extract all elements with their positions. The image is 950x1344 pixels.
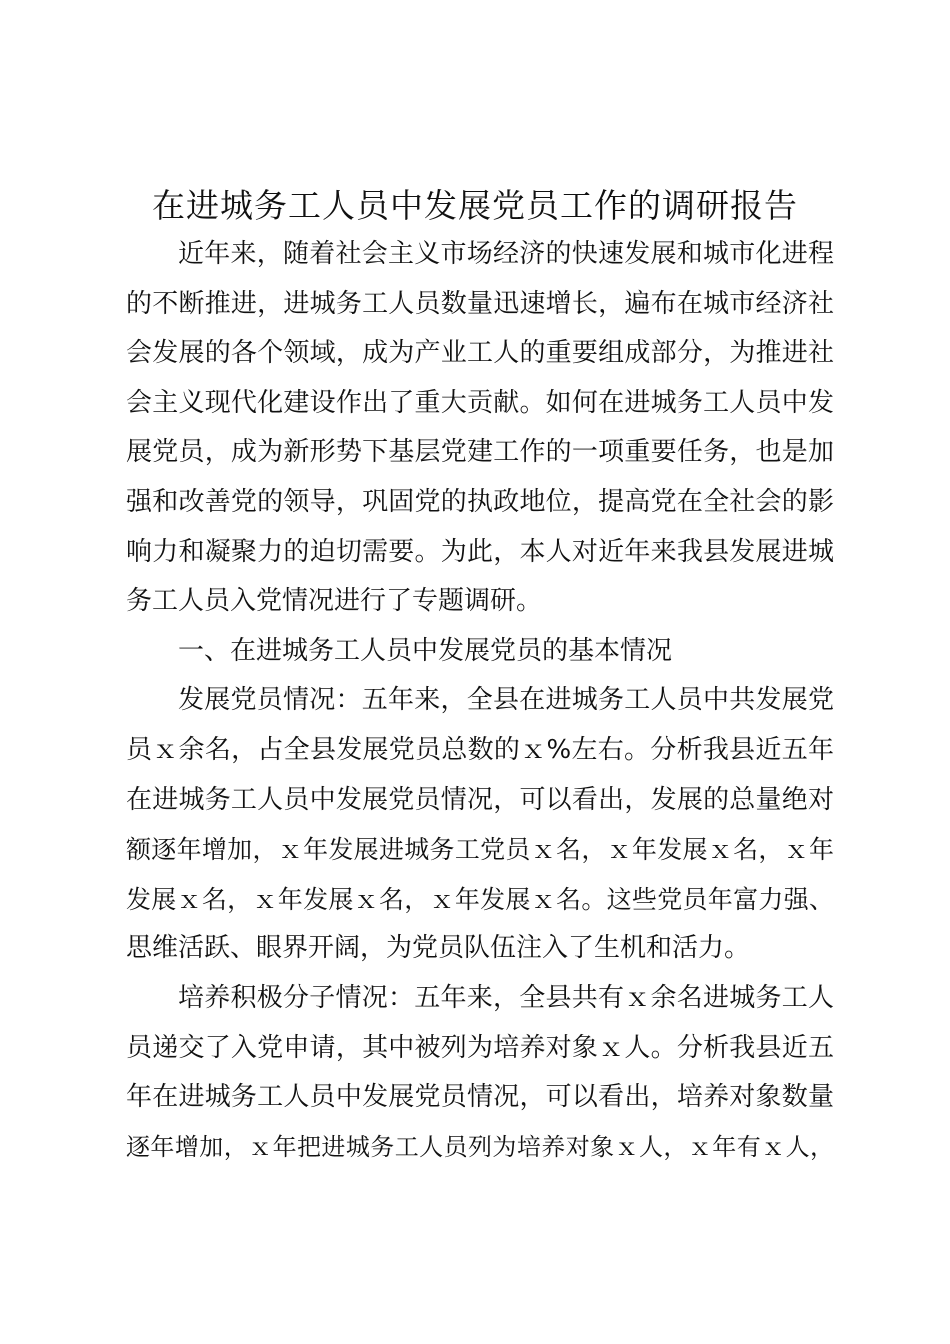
body-text-line: 展党员，成为新形势下基层党建工作的一项重要任务，也是加 <box>126 437 834 468</box>
body-text-line: 发展党员情况：五年来，全县在进城务工人员中共发展党 <box>178 685 834 716</box>
document-title: 在进城务工人员中发展党员工作的调研报告 <box>152 186 798 225</box>
body-text-line: 一、在进城务工人员中发展党员的基本情况 <box>178 635 673 666</box>
body-text-line: 逐年增加，ｘ年把进城务工人员列为培养对象ｘ人，ｘ年有ｘ人， <box>126 1132 834 1161</box>
body-text-line: 会主义现代化建设作出了重大贡献。如何在进城务工人员中发 <box>126 387 834 418</box>
body-text-line: 近年来，随着社会主义市场经济的快速发展和城市化进程 <box>178 239 834 269</box>
body-text-line: 培养积极分子情况：五年来，全县共有ｘ余名进城务工人 <box>178 982 834 1013</box>
body-text-line: 思维活跃、眼界开阔，为党员队伍注入了生机和活力。 <box>126 933 751 964</box>
body-text-line: 务工人员入党情况进行了专题调研。 <box>126 586 543 617</box>
body-text-line: 会发展的各个领域，成为产业工人的重要组成部分，为推进社 <box>126 338 834 369</box>
document-body <box>126 230 834 1172</box>
body-text-line: 的不断推进，进城务工人员数量迅速增长，遍布在城市经济社 <box>126 288 834 319</box>
body-text-line: 员递交了入党申请，其中被列为培养对象ｘ人。分析我县近五 <box>126 1032 834 1063</box>
body-text-line: 强和改善党的领导，巩固党的执政地位，提高党在全社会的影 <box>126 486 834 517</box>
body-text-line: 年在进城务工人员中发展党员情况，可以看出，培养对象数量 <box>126 1082 834 1113</box>
body-text-line: 员ｘ余名，占全县发展党员总数的ｘ%左右。分析我县近五年 <box>126 734 834 765</box>
body-text-line: 发展ｘ名，ｘ年发展ｘ名，ｘ年发展ｘ名。这些党员年富力强、 <box>126 884 834 914</box>
body-text-line: 响力和凝聚力的迫切需要。为此，本人对近年来我县发展进城 <box>126 536 834 567</box>
body-text-line: 额逐年增加，ｘ年发展进城务工党员ｘ名，ｘ年发展ｘ名，ｘ年 <box>126 835 834 865</box>
body-text-line: 在进城务工人员中发展党员情况，可以看出，发展的总量绝对 <box>126 784 834 815</box>
